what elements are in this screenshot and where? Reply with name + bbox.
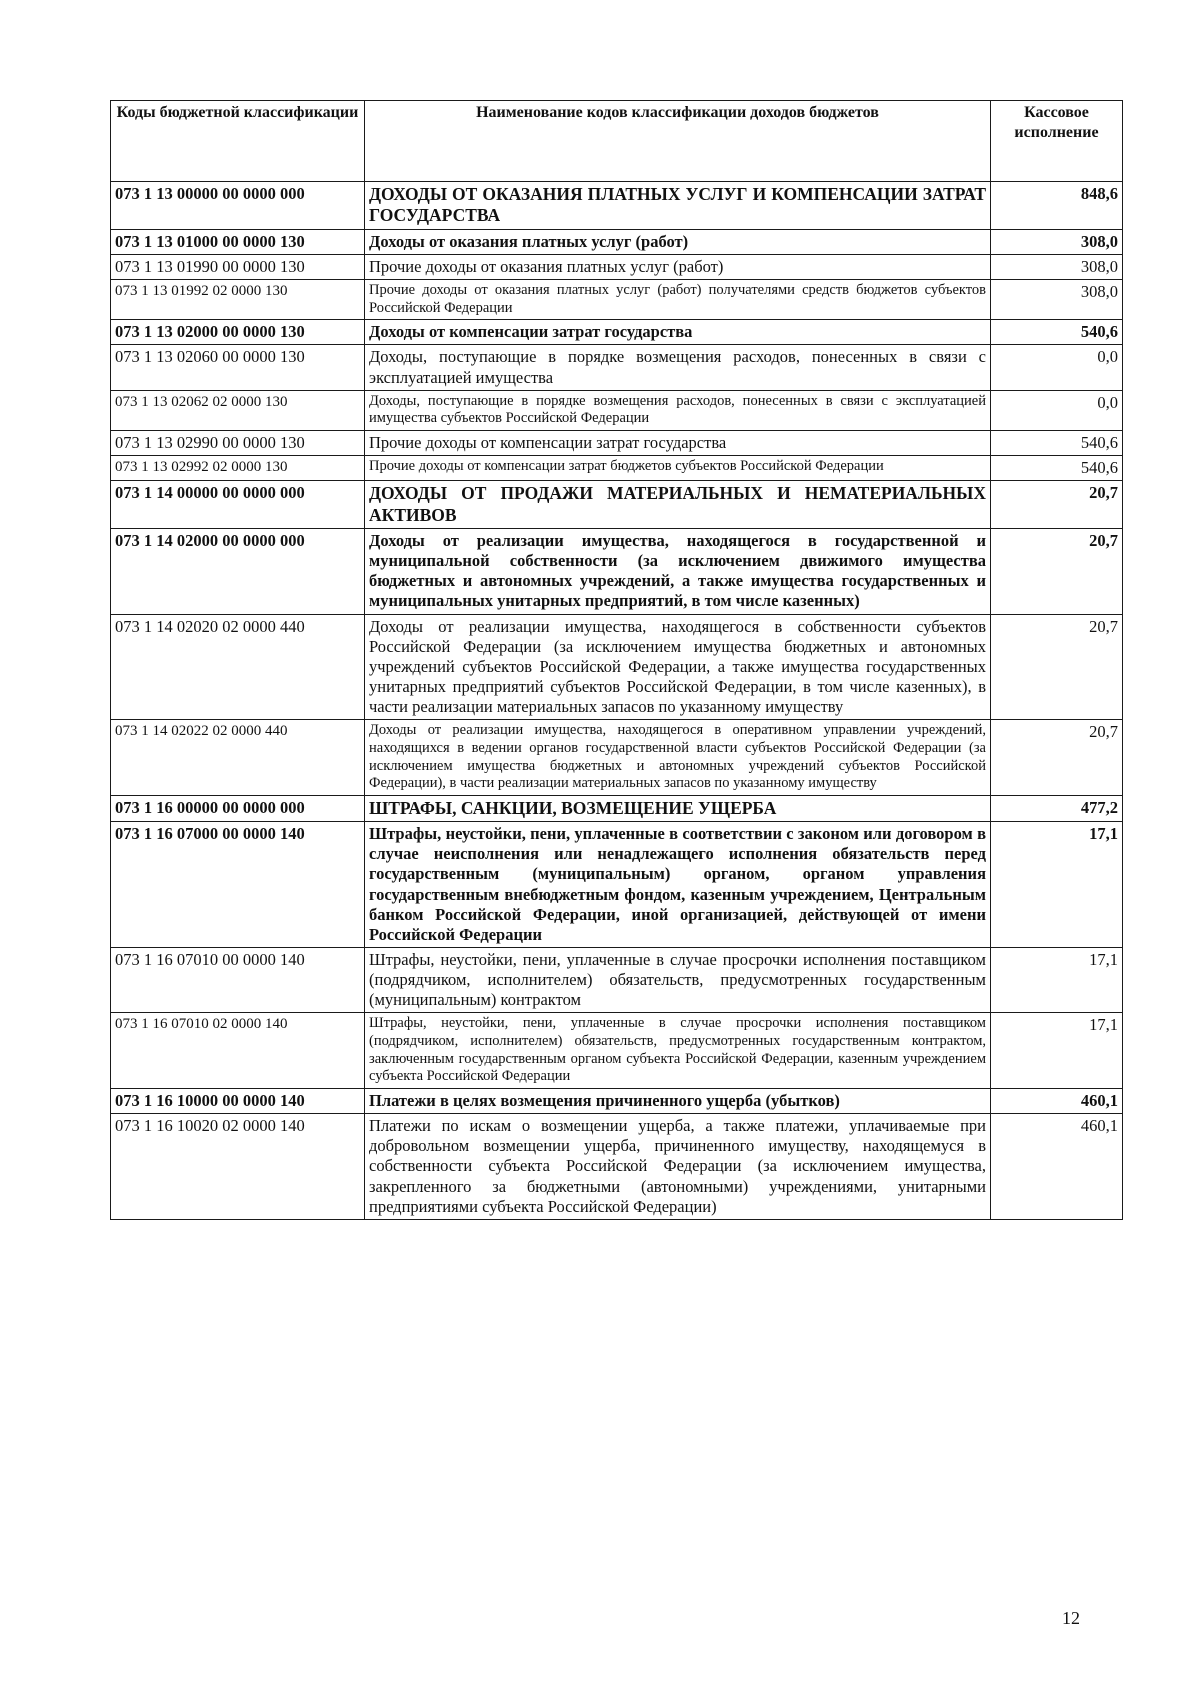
row-amount: 20,7 bbox=[991, 481, 1123, 529]
table-body bbox=[111, 182, 1123, 1220]
row-code: 073 1 14 02022 02 0000 440 bbox=[111, 720, 365, 796]
row-name: ШТРАФЫ, САНКЦИИ, ВОЗМЕЩЕНИЕ УЩЕРБА bbox=[365, 795, 991, 821]
row-code: 073 1 13 00000 00 0000 000 bbox=[111, 182, 365, 230]
row-name: Прочие доходы от оказания платных услуг (работ) получателями средств бюджетов субъектов Российской Федерации bbox=[365, 279, 991, 319]
table-row bbox=[111, 182, 1123, 230]
row-code: 073 1 16 10000 00 0000 140 bbox=[111, 1089, 365, 1114]
row-code: 073 1 13 01992 02 0000 130 bbox=[111, 279, 365, 319]
row-amount: 848,6 bbox=[991, 182, 1123, 230]
table-row bbox=[111, 390, 1123, 430]
row-name: Платежи в целях возмещения причиненного ущерба (убытков) bbox=[365, 1089, 991, 1114]
table-row bbox=[111, 1114, 1123, 1220]
table-row bbox=[111, 345, 1123, 390]
row-code: 073 1 16 07010 02 0000 140 bbox=[111, 1013, 365, 1089]
row-amount: 308,0 bbox=[991, 279, 1123, 319]
table-row bbox=[111, 1089, 1123, 1114]
table-row bbox=[111, 320, 1123, 345]
row-code: 073 1 13 02990 00 0000 130 bbox=[111, 431, 365, 456]
row-code: 073 1 14 00000 00 0000 000 bbox=[111, 481, 365, 529]
row-amount: 20,7 bbox=[991, 720, 1123, 796]
row-amount: 477,2 bbox=[991, 795, 1123, 821]
header-code: Коды бюджетной классификации bbox=[111, 101, 365, 182]
table-row bbox=[111, 795, 1123, 821]
row-amount: 20,7 bbox=[991, 614, 1123, 720]
row-name: ДОХОДЫ ОТ ОКАЗАНИЯ ПЛАТНЫХ УСЛУГ И КОМПЕНСАЦИИ ЗАТРАТ ГОСУДАРСТВА bbox=[365, 182, 991, 230]
row-name: ДОХОДЫ ОТ ПРОДАЖИ МАТЕРИАЛЬНЫХ И НЕМАТЕРИАЛЬНЫХ АКТИВОВ bbox=[365, 481, 991, 529]
row-amount: 540,6 bbox=[991, 431, 1123, 456]
table-header-row bbox=[111, 101, 1123, 182]
row-name: Прочие доходы от компенсации затрат бюджетов субъектов Российской Федерации bbox=[365, 456, 991, 481]
row-code: 073 1 13 01990 00 0000 130 bbox=[111, 254, 365, 279]
row-name: Штрафы, неустойки, пени, уплаченные в соответствии с законом или договором в случае неисполнения или ненадлежащего исполнения обязательств перед государственным (муниципальным) органом, органом управления государственным внебюджетным фондом, казенным учреждением, Центральным банком Российской Федерации, иной организацией, действующей от имени Российской Федерации bbox=[365, 822, 991, 948]
row-name: Доходы от компенсации затрат государства bbox=[365, 320, 991, 345]
row-name: Прочие доходы от оказания платных услуг (работ) bbox=[365, 254, 991, 279]
row-name: Доходы от реализации имущества, находящегося в собственности субъектов Российской Федерации (за исключением имущества бюджетных и автономных учреждений субъектов Российской Федерации, а также имущества государственных унитарных предприятий субъектов Российской Федерации, в том числе казенных), в части реализации материальных запасов по указанному имуществу bbox=[365, 614, 991, 720]
table-row bbox=[111, 481, 1123, 529]
row-amount: 17,1 bbox=[991, 1013, 1123, 1089]
header-amount: Кассовое исполнение bbox=[991, 101, 1123, 182]
row-amount: 20,7 bbox=[991, 529, 1123, 615]
row-amount: 540,6 bbox=[991, 320, 1123, 345]
row-name: Штрафы, неустойки, пени, уплаченные в случае просрочки исполнения поставщиком (подрядчиком, исполнителем) обязательств, предусмотренных государственным контрактом, заключенным государственным органом субъекта Российской Федерации, казенным учреждением субъекта Российской Федерации bbox=[365, 1013, 991, 1089]
table-row bbox=[111, 529, 1123, 615]
row-code: 073 1 13 02000 00 0000 130 bbox=[111, 320, 365, 345]
row-code: 073 1 13 02992 02 0000 130 bbox=[111, 456, 365, 481]
table-row bbox=[111, 456, 1123, 481]
row-name: Доходы от оказания платных услуг (работ) bbox=[365, 229, 991, 254]
row-code: 073 1 13 02062 02 0000 130 bbox=[111, 390, 365, 430]
row-amount: 17,1 bbox=[991, 822, 1123, 948]
row-amount: 460,1 bbox=[991, 1114, 1123, 1220]
row-code: 073 1 14 02020 02 0000 440 bbox=[111, 614, 365, 720]
table-row bbox=[111, 720, 1123, 796]
row-amount: 540,6 bbox=[991, 456, 1123, 481]
row-name: Прочие доходы от компенсации затрат государства bbox=[365, 431, 991, 456]
table-row bbox=[111, 1013, 1123, 1089]
row-amount: 308,0 bbox=[991, 254, 1123, 279]
row-name: Доходы, поступающие в порядке возмещения расходов, понесенных в связи с эксплуатацией имущества bbox=[365, 345, 991, 390]
row-name: Платежи по искам о возмещении ущерба, а также платежи, уплачиваемые при добровольном возмещении ущерба, причиненного имуществу, находящемуся в собственности субъекта Российской Федерации (за исключением имущества, закрепленного за бюджетными (автономными) учреждениями, унитарными предприятиями субъекта Российской Федерации) bbox=[365, 1114, 991, 1220]
row-amount: 460,1 bbox=[991, 1089, 1123, 1114]
table-row bbox=[111, 614, 1123, 720]
row-name: Штрафы, неустойки, пени, уплаченные в случае просрочки исполнения поставщиком (подрядчиком, исполнителем) обязательств, предусмотренных государственным (муниципальным) контрактом bbox=[365, 947, 991, 1012]
row-amount: 17,1 bbox=[991, 947, 1123, 1012]
row-code: 073 1 16 07000 00 0000 140 bbox=[111, 822, 365, 948]
row-code: 073 1 16 07010 00 0000 140 bbox=[111, 947, 365, 1012]
row-code: 073 1 13 01000 00 0000 130 bbox=[111, 229, 365, 254]
table-row bbox=[111, 431, 1123, 456]
table-row bbox=[111, 822, 1123, 948]
row-amount: 0,0 bbox=[991, 390, 1123, 430]
row-amount: 308,0 bbox=[991, 229, 1123, 254]
row-code: 073 1 13 02060 00 0000 130 bbox=[111, 345, 365, 390]
table-row bbox=[111, 229, 1123, 254]
row-code: 073 1 14 02000 00 0000 000 bbox=[111, 529, 365, 615]
table-row bbox=[111, 947, 1123, 1012]
table-row bbox=[111, 279, 1123, 319]
row-code: 073 1 16 00000 00 0000 000 bbox=[111, 795, 365, 821]
row-code: 073 1 16 10020 02 0000 140 bbox=[111, 1114, 365, 1220]
page-number: 12 bbox=[1062, 1608, 1080, 1628]
header-name: Наименование кодов классификации доходов бюджетов bbox=[365, 101, 991, 182]
budget-revenue-table bbox=[110, 100, 1123, 1220]
row-amount: 0,0 bbox=[991, 345, 1123, 390]
row-name: Доходы от реализации имущества, находящегося в государственной и муниципальной собственности (за исключением движимого имущества бюджетных и автономных учреждений, а также имущества государственных и муниципальных унитарных предприятий, в том числе казенных) bbox=[365, 529, 991, 615]
table-row bbox=[111, 254, 1123, 279]
row-name: Доходы от реализации имущества, находящегося в оперативном управлении учреждений, находящихся в ведении органов государственной власти субъектов Российской Федерации (за исключением имущества бюджетных и автономных учреждений субъектов Российской Федерации), в части реализации материальных запасов по указанному имуществу bbox=[365, 720, 991, 796]
row-name: Доходы, поступающие в порядке возмещения расходов, понесенных в связи с эксплуатацией имущества субъектов Российской Федерации bbox=[365, 390, 991, 430]
